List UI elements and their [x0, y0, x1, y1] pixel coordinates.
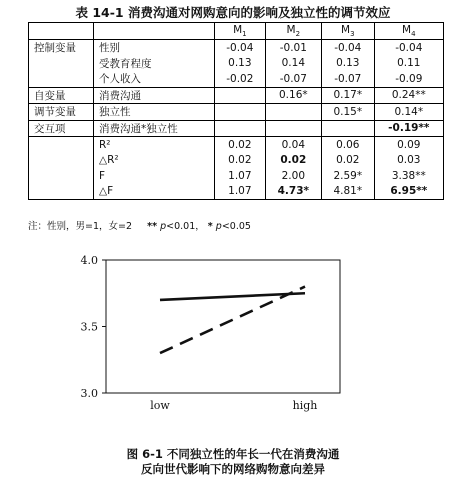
value-cell-m4: 3.38**: [374, 168, 443, 184]
value-cell-m2: 0.02: [265, 153, 321, 169]
table-row: [29, 104, 444, 121]
value-cell-m3: 0.17*: [321, 87, 374, 104]
value-cell-m3: 0.06: [321, 137, 374, 153]
value-cell-m2: 4.73*: [265, 184, 321, 200]
header-m4: $M_4$: [374, 23, 443, 40]
row-group-cell: 自变量: [29, 87, 94, 104]
table-row: [29, 168, 444, 184]
row-variable-cell: 独立性: [94, 104, 215, 121]
table-row: [29, 120, 444, 137]
row-group-cell: [29, 168, 94, 184]
figure-caption-line2: 反向世代影响下的网络购物意向差异: [141, 462, 325, 476]
value-cell-m3: 4.81*: [321, 184, 374, 200]
note-sig1-p: p: [160, 221, 167, 232]
value-cell-m1: 0.02: [215, 153, 266, 169]
value-cell-m1: 0.02: [215, 137, 266, 153]
table-row: [29, 184, 444, 200]
value-cell-m2: 0.04: [265, 137, 321, 153]
value-cell-m4: 0.14*: [374, 104, 443, 121]
row-group-cell: 调节变量: [29, 104, 94, 121]
value-cell-m2: -0.07: [265, 71, 321, 87]
value-cell-m2: 0.16*: [265, 87, 321, 104]
note-sig1-rest: <0.01，: [166, 221, 205, 232]
header-var-cell: [94, 23, 215, 40]
value-cell-m3: [321, 120, 374, 137]
row-group-cell: [29, 71, 94, 87]
table-row: [29, 71, 444, 87]
y-tick-label: 4.0: [80, 254, 98, 267]
note-gender: 注：性别，男=1，女=2: [28, 221, 133, 232]
value-cell-m1: [215, 104, 266, 121]
row-variable-cell: [94, 137, 215, 153]
value-cell-m3: -0.04: [321, 40, 374, 56]
table-header-row: [29, 23, 444, 40]
row-variable-cell: 消费沟通*独立性: [94, 120, 215, 137]
header-m1: $M_1$: [215, 23, 266, 40]
value-cell-m3: -0.07: [321, 71, 374, 87]
value-cell-m1: -0.04: [215, 40, 266, 56]
interaction-plot: [0, 245, 466, 445]
header-m2: $M_2$: [265, 23, 321, 40]
row-group-cell: [29, 56, 94, 72]
regression-table: [28, 22, 444, 200]
row-group-cell: [29, 153, 94, 169]
row-variable-cell: [94, 153, 215, 169]
value-cell-m2: [265, 120, 321, 137]
table-row: [29, 153, 444, 169]
row-variable-cell: △F: [94, 184, 215, 200]
value-cell-m4: 0.24**: [374, 87, 443, 104]
row-group-cell: 控制变量: [29, 40, 94, 56]
value-cell-m3: 0.15*: [321, 104, 374, 121]
value-cell-m4: -0.09: [374, 71, 443, 87]
value-cell-m1: 0.13: [215, 56, 266, 72]
value-cell-m2: [265, 104, 321, 121]
figure-caption: [0, 447, 466, 477]
value-cell-m3: 2.59*: [321, 168, 374, 184]
row-variable-cell: 受教育程度: [94, 56, 215, 72]
value-cell-m3: 0.02: [321, 153, 374, 169]
table-row: [29, 40, 444, 56]
header-group-cell: [29, 23, 94, 40]
value-cell-m1: [215, 87, 266, 104]
row-group-cell: [29, 137, 94, 153]
x-tick-label: high: [292, 399, 318, 412]
table-row: [29, 87, 444, 104]
plot-frame: [106, 260, 340, 393]
y-tick-label: 3.0: [80, 387, 98, 400]
value-cell-m4: -0.04: [374, 40, 443, 56]
y-tick-label: 3.5: [80, 320, 98, 334]
value-cell-m4: 6.95**: [374, 184, 443, 200]
table-note: [28, 218, 251, 232]
value-cell-m1: -0.02: [215, 71, 266, 87]
note-sig2-p: p: [215, 221, 222, 232]
row-variable-cell: 个人收入: [94, 71, 215, 87]
row-variable-label: △R²: [99, 154, 119, 167]
note-sig2-stars: *: [207, 221, 213, 232]
value-cell-m2: -0.01: [265, 40, 321, 56]
value-cell-m3: 0.13: [321, 56, 374, 72]
value-cell-m4: 0.03: [374, 153, 443, 169]
value-cell-m1: 1.07: [215, 184, 266, 200]
value-cell-m2: 0.14: [265, 56, 321, 72]
note-sig2-rest: <0.05: [221, 221, 251, 232]
row-group-cell: 交互项: [29, 120, 94, 137]
value-cell-m2: 2.00: [265, 168, 321, 184]
row-variable-cell: 消费沟通: [94, 87, 215, 104]
row-variable-label: R²: [99, 138, 111, 151]
row-group-cell: [29, 184, 94, 200]
row-variable-cell: 性别: [94, 40, 215, 56]
table-title: 表 14-1 消费沟通对网购意向的影响及独立性的调节效应: [75, 5, 391, 20]
value-cell-m1: 1.07: [215, 168, 266, 184]
value-cell-m4: 0.11: [374, 56, 443, 72]
row-variable-cell: F: [94, 168, 215, 184]
x-tick-label: low: [150, 399, 170, 412]
value-cell-m4: 0.09: [374, 137, 443, 153]
header-m3: $M_3$: [321, 23, 374, 40]
value-cell-m4: -0.19**: [374, 120, 443, 137]
figure-caption-line1: 图 6-1 不同独立性的年长一代在消费沟通: [126, 447, 340, 461]
value-cell-m1: [215, 120, 266, 137]
note-sig1-stars: **: [147, 221, 158, 232]
table-row: [29, 137, 444, 153]
table-row: [29, 56, 444, 72]
